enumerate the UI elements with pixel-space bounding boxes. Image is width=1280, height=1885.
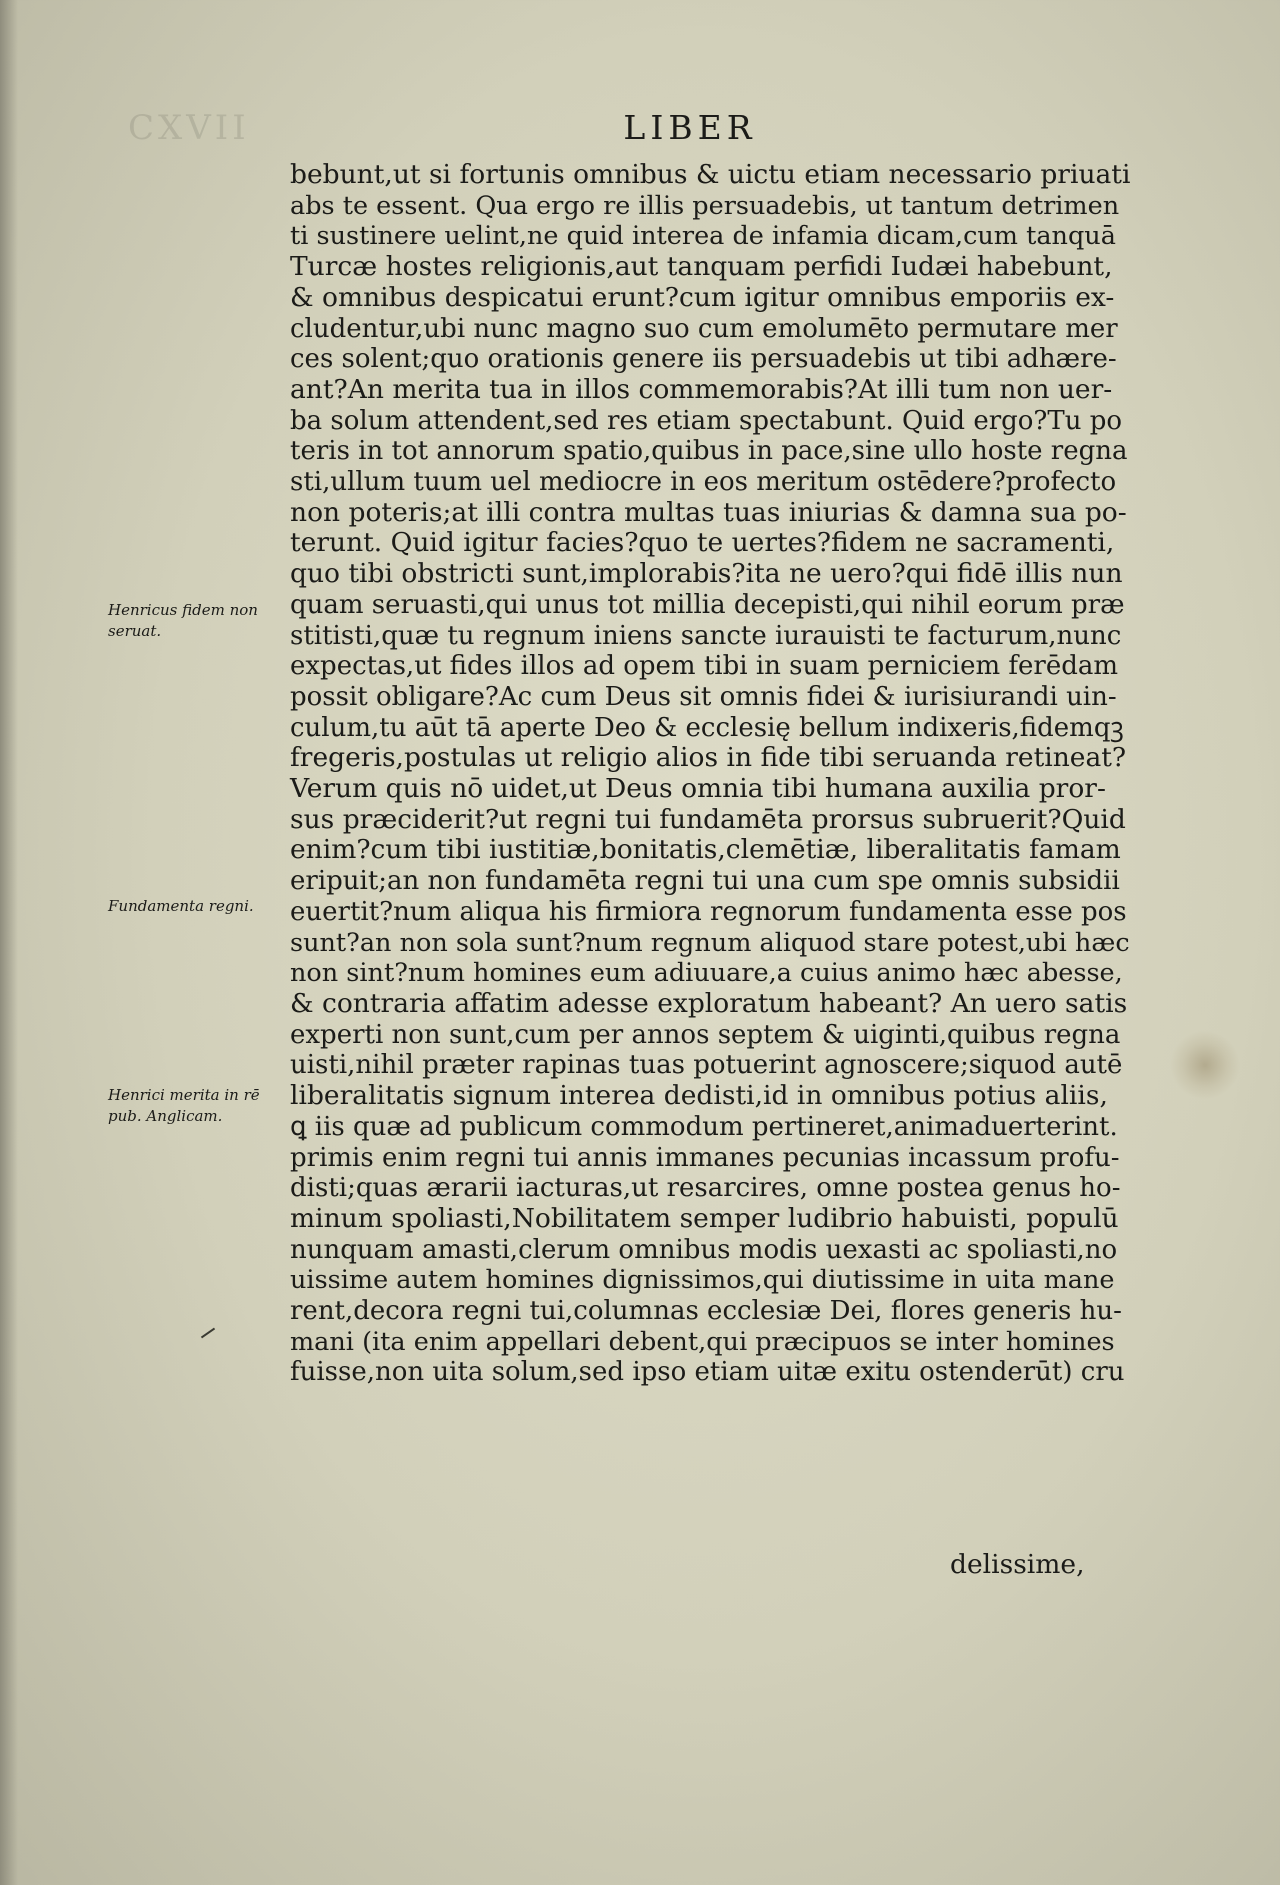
- catchword: delissime,: [950, 1549, 1085, 1580]
- text-line: expectas,ut fides illos ad opem tibi in suam perniciem ferēdam: [290, 651, 1119, 682]
- text-line: teris in tot annorum spatio,quibus in pace,sine ullo hoste regna: [290, 436, 1128, 467]
- text-line: abs te essent. Qua ergo re illis persuadebis, ut tantum detrimen: [290, 190, 1120, 221]
- text-line: uisti,nihil præter rapinas tuas potuerint agnoscere;siquod autē: [290, 1050, 1123, 1081]
- margin-note-line: seruat.: [108, 622, 162, 640]
- text-line: non poteris;at illi contra multas tuas iniurias & damna sua po-: [290, 496, 1127, 528]
- text-line: sunt?an non sola sunt?num regnum aliquod stare potest,ubi hæc: [290, 927, 1130, 958]
- margin-note-henrici-merita: [108, 1085, 268, 1127]
- text-line: non sint?num homines eum adiuuare,a cuius animo hæc abesse,: [290, 958, 1123, 989]
- text-line: bebunt,ut si fortunis omnibus & uictu etiam necessario priuati: [290, 159, 1131, 190]
- text-line: & contraria affatim adesse exploratum habeant? An uero satis: [290, 987, 1128, 1019]
- text-line: cludentur,ubi nunc magno suo cum emolumēto permutare mer: [290, 313, 1118, 344]
- text-line: rent,decora regni tui,columnas ecclesiæ Dei, flores generis hu-: [290, 1296, 1122, 1327]
- text-line: possit obligare?Ac cum Deus sit omnis fidei & iurisiurandi uin-: [290, 681, 1117, 712]
- margin-note-henricus-fidem: [108, 600, 268, 642]
- text-line: quo tibi obstricti sunt,implorabis?ita ne uero?qui fidē illis nun: [290, 558, 1123, 590]
- page-edge-shadow: [0, 0, 18, 1885]
- text-line: fuisse,non uita solum,sed ipso etiam uitæ exitu ostenderūt) cru: [290, 1357, 1125, 1388]
- running-title: LIBER: [623, 108, 757, 147]
- text-line: Turcæ hostes religionis,aut tanquam perfidi Iudæi habebunt,: [290, 251, 1113, 283]
- ink-mark: [201, 1328, 215, 1339]
- main-text-block: [290, 160, 1130, 1388]
- text-line: culum,tu aūt tā aperte Deo & ecclesię bellum indixeris,fidemqꝫ: [290, 712, 1124, 743]
- text-line: mani (ita enim appellari debent,qui præcipuos se inter homines: [290, 1326, 1115, 1357]
- text-line: euertit?num aliqua his firmiora regnorum fundamenta esse pos: [290, 896, 1127, 927]
- text-line: ant?An merita tua in illos commemorabis?At illi tum non uer-: [290, 373, 1113, 405]
- text-line: nunquam amasti,clerum omnibus modis uexasti ac spoliasti,no: [290, 1234, 1118, 1265]
- text-line: experti non sunt,cum per annos septem & uiginti,quibus regna: [290, 1019, 1121, 1050]
- paper-stain: [1170, 1030, 1240, 1100]
- text-line: ces solent;quo orationis genere iis persuadebis ut tibi adhære-: [290, 344, 1117, 375]
- margin-note-line: Henrici merita in rē: [108, 1086, 260, 1104]
- text-line: uissime autem homines dignissimos,qui diutissime in uita mane: [290, 1265, 1115, 1296]
- show-through-bleed: CXVII: [128, 108, 250, 148]
- text-line: minum spoliasti,Nobilitatem semper ludibrio habuisti, populū: [290, 1202, 1119, 1234]
- text-line: ꝗ iis quæ ad publicum commodum pertineret,animaduerterint.: [290, 1111, 1118, 1142]
- text-line: & omnibus despicatui erunt?cum igitur omnibus emporiis ex-: [290, 281, 1115, 313]
- text-line: primis enim regni tui annis immanes pecunias incassum profu-: [290, 1142, 1120, 1173]
- margin-note-line: Henricus fidem non: [108, 601, 258, 619]
- text-line: ba solum attendent,sed res etiam spectabunt. Quid ergo?Tu po: [290, 405, 1123, 436]
- text-line: fregeris,postulas ut religio alios in fide tibi seruanda retineat?: [290, 742, 1127, 774]
- text-line: sus præciderit?ut regni tui fundamēta prorsus subruerit?Quid: [290, 803, 1126, 835]
- text-line: liberalitatis signum interea dedisti,id in omnibus potius aliis,: [290, 1080, 1108, 1112]
- margin-note-fundamenta-regni: [108, 896, 268, 917]
- margin-note-line: pub. Anglicam.: [108, 1107, 223, 1125]
- text-line: eripuit;an non fundamēta regni tui una cum spe omnis subsidii: [290, 866, 1120, 897]
- text-line: enim?cum tibi iustitiæ,bonitatis,clemētiæ, liberalitatis famam: [290, 834, 1121, 866]
- text-line: terunt. Quid igitur facies?quo te uertes?fidem ne sacramenti,: [290, 527, 1115, 559]
- text-line: ti sustinere uelint,ne quid interea de infamia dicam,cum tanquā: [290, 221, 1116, 252]
- text-line: quam seruasti,qui unus tot millia decepisti,qui nihil eorum præ: [290, 589, 1125, 620]
- text-line: Verum quis nō uidet,ut Deus omnia tibi humana auxilia pror-: [290, 773, 1106, 805]
- margin-note-line: Fundamenta regni.: [108, 897, 254, 915]
- text-line: disti;quas ærarii iacturas,ut resarcires, omne postea genus ho-: [290, 1173, 1121, 1204]
- text-line: stitisti,quæ tu regnum iniens sancte iurauisti te facturum,nunc: [290, 620, 1122, 651]
- text-line: sti,ullum tuum uel mediocre in eos meritum ostēdere?profecto: [290, 467, 1117, 498]
